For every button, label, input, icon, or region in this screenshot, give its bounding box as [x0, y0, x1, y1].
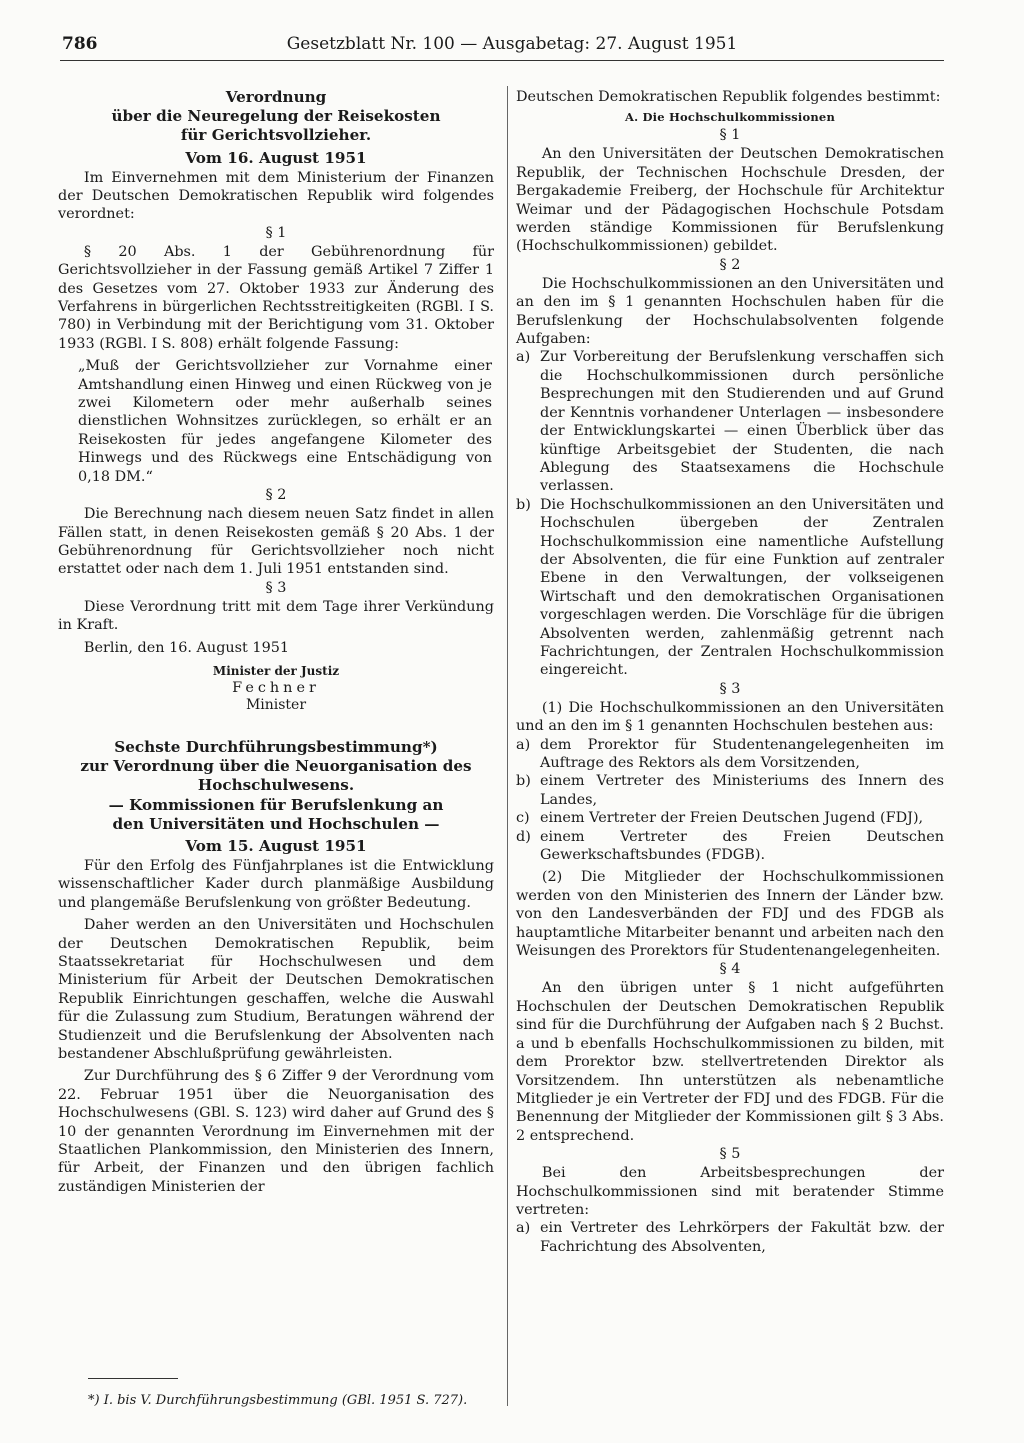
title-line: über die Neuregelung der Reisekosten: [111, 107, 441, 126]
list-item: [516, 736, 944, 773]
title-line: Hochschulwesens.: [197, 776, 355, 795]
list-marker: d): [516, 828, 531, 845]
paragraph-heading: § 1: [719, 127, 741, 144]
footnote: *) I. bis V. Durchführungsbestimmung (GBl. 1951 S. 727).: [88, 1393, 468, 1408]
list-item: [516, 772, 944, 809]
paragraph-text: Die Berechnung nach diesem neuen Satz findet in allen Fällen statt, in denen Reisekosten gemäß § 20 Abs. 1 der Gebührenordnung für Gerichtsvollzieher noch nicht erstattet oder nach dem 1. Juli 1951 entstanden sind.: [58, 506, 494, 578]
list-item: [516, 348, 944, 495]
list-marker: a): [516, 736, 531, 753]
paragraph-heading: § 5: [719, 1146, 741, 1163]
title-line: für Gerichtsvollzieher.: [180, 126, 372, 145]
list-marker: b): [516, 773, 531, 790]
list-marker: c): [516, 810, 530, 827]
list-text: dem Prorektor für Studentenangelegenheiten im Auftrage des Rektors als dem Vorsitzenden,: [540, 736, 944, 771]
title-line: Sechste Durchführungsbestimmung*): [114, 737, 438, 756]
decree-date: Vom 16. August 1951: [185, 148, 367, 167]
paragraph-text: An den Universitäten der Deutschen Demokratischen Republik, der Technischen Hochschule Dresden, der Bergakademie Freiberg, der Hochschule für Architektur Weimar und der Pädagogischen Hochschule Potsdam werden ständige Kommissionen für Berufslenkung (Hochschulkommissionen) gebildet.: [516, 146, 944, 255]
paragraph-text: Diese Verordnung tritt mit dem Tage ihrer Verkündung in Kraft.: [58, 598, 494, 634]
body-paragraph: Zur Durchführung des § 6 Ziffer 9 der Verordnung vom 22. Februar 1951 über die Neuorganisation des Hochschulwesens (GBl. S. 123) wird daher auf Grund des § 10 der genannten Verordnung im Einvernehmen mit der Staatlichen Plankommission, den Ministerien des Innern, für Arbeit, der Finanzen und den übrigen fachlich zuständigen Ministerien der: [58, 1068, 494, 1195]
paragraph-text: An den übrigen unter § 1 nicht aufgeführten Hochschulen der Deutschen Demokratischen Republik sind für die Durchführung der Aufgaben nach § 2 Buchst. a und b ebenfalls Hochschulkommissionen zu bilden, mit dem Prorektor bzw. stellvertretenden Direktor als Vorsitzendem. Ihn unterstützen als nebenamtliche Mitglieder je ein Vertreter der FDJ und des FDGB. Für die Benennung der Mitglieder der Kommissionen gilt § 3 Abs. 2 entsprechend.: [516, 980, 944, 1144]
signature-name: Fechner: [232, 679, 320, 696]
paragraph-heading: § 3: [265, 579, 287, 596]
signature-title: Minister der Justiz: [212, 663, 340, 678]
signature-role: Minister: [245, 696, 307, 713]
column-divider: [507, 86, 508, 1406]
list-item: [516, 496, 944, 680]
list-marker: a): [516, 349, 531, 366]
paragraph-heading: § 2: [719, 256, 741, 273]
paragraph-heading: § 4: [719, 961, 741, 978]
paragraph-heading: § 3: [719, 680, 741, 697]
list-marker: a): [516, 1220, 531, 1237]
title-line: den Universitäten und Hochschulen —: [112, 814, 440, 833]
paragraph-heading: § 2: [265, 487, 287, 504]
footnote-rule: [88, 1378, 178, 1379]
continued-text: Deutschen Demokratischen Republik folgendes bestimmt:: [516, 89, 941, 105]
paragraph-text: (1) Die Hochschulkommissionen an den Universitäten und an den im § 1 genannten Hochschulen bestehen aus:: [516, 699, 944, 735]
body-paragraph: Für den Erfolg des Fünfjahrplanes ist die Entwicklung wissenschaftlicher Kader durch planmäßige Ausbildung und plangemäße Berufslenkung von größter Bedeutung.: [58, 857, 494, 911]
right-column: [516, 88, 944, 1256]
list-text: einem Vertreter des Freien Deutschen Gewerkschaftsbundes (FDGB).: [540, 828, 944, 864]
place-date: Berlin, den 16. August 1951: [83, 639, 290, 656]
paragraph-text: Bei den Arbeitsbesprechungen der Hochschulkommissionen sind mit beratender Stimme vertreten:: [516, 1165, 944, 1218]
paragraph-text: (2) Die Mitglieder der Hochschulkommissionen werden von den Ministerien des Innern der Länder bzw. von den Landesverbänden der FDJ und des FDGB als hauptamtliche Mitarbeiter benannt und arbeiten nach den Weisungen des Prorektors für Studentenangelegenheiten.: [516, 869, 944, 960]
page-number: 786: [62, 34, 98, 54]
paragraph-text: § 20 Abs. 1 der Gebührenordnung für Gerichtsvollzieher in der Fassung gemäß Artikel 7 Ziffer 1 des Gesetzes vom 27. Oktober 1933 zur Änderung des Verfahrens in bürgerlichen Rechtsstreitigkeiten (RGBl. I S. 780) in Verbindung mit der Berichtigung vom 31. Oktober 1933 (RGBl. I S. 808) erhält folgende Fassung:: [58, 243, 494, 352]
list-marker: b): [516, 496, 531, 513]
title-line: Verordnung: [225, 88, 327, 106]
list-text: ein Vertreter des Lehrkörpers der Fakultät bzw. der Fachrichtung des Absolventen,: [540, 1220, 944, 1255]
left-column: [58, 88, 494, 1363]
list-item: [516, 809, 944, 827]
decree-date: Vom 15. August 1951: [185, 836, 367, 855]
title-line: zur Verordnung über die Neuorganisation des: [80, 757, 472, 776]
list-text: einem Vertreter des Ministeriums des Innern des Landes,: [540, 773, 944, 808]
title-line: — Kommissionen für Berufslenkung an: [108, 795, 444, 814]
intro-paragraph: Im Einvernehmen mit dem Ministerium der Finanzen der Deutschen Demokratischen Republik wird folgendes verordnet:: [58, 169, 494, 223]
list-item: [516, 828, 944, 865]
paragraph-heading: § 1: [265, 224, 287, 241]
paragraph-text: Die Hochschulkommissionen an den Universitäten und an den im § 1 genannten Hochschulen haben für die Berufslenkung der Hochschulabsolventen folgende Aufgaben:: [516, 275, 944, 348]
list-text: Die Hochschulkommissionen an den Universitäten und Hochschulen übergeben der Zentralen Hochschulkommission eine namentliche Aufstellung der Absolventen, die für eine Funktion auf zentraler Ebene in den Verwaltungen, der volkseigenen Wirtschaft und den demokratischen Organisationen vorgeschlagen werden. Die Vorschläge für die übrigen Absolventen werden, zahlenmäßig getrennt nach Fachrichtungen, der Zentralen Hochschulkommission eingereicht.: [540, 496, 944, 679]
body-paragraph: Daher werden an den Universitäten und Hochschulen der Deutschen Demokratischen Republik, beim Staatssekretariat für Hochschulwesen und dem Ministerium für Arbeit der Deutschen Demokratischen Republik Einrichtungen geschaffen, welche die Auswahl für die Zulassung zum Studium, Beratungen während der Studienzeit und die Berufslenkung der Absolventen nach bestandener Abschlußprüfung gewährleisten.: [58, 917, 494, 1063]
list-text: Zur Vorbereitung der Berufslenkung verschaffen sich die Hochschulkommissionen durch persönliche Besprechungen mit den Studierenden und auf Grund der Kenntnis vorhandener Unterlagen — insbesondere der Entwicklungskartei — einen Überblick über das künftige Arbeitsgebiet der Studenten, die nach Ablegung des Staatsexamens die Hochschule verlassen.: [540, 349, 944, 495]
header-rule: [60, 60, 944, 61]
list-text: einem Vertreter der Freien Deutschen Jugend (FDJ),: [540, 810, 924, 827]
list-item: [516, 1219, 944, 1256]
running-title: Gesetzblatt Nr. 100 — Ausgabetag: 27. August 1951: [286, 34, 738, 54]
section-heading: A. Die Hochschulkommissionen: [624, 110, 836, 125]
quoted-text: „Muß der Gerichtsvollzieher zur Vornahme einer Amtshandlung einen Hinweg und einen Rückweg von je zwei Kilometern oder mehr außerhalb seines dienstlichen Wohnsitzes zurücklegen, so erhält er an Reisekosten für jedes angefangene Kilometer des Hinwegs und des Rückwegs eine Entschädigung von 0,18 DM.“: [78, 358, 492, 485]
